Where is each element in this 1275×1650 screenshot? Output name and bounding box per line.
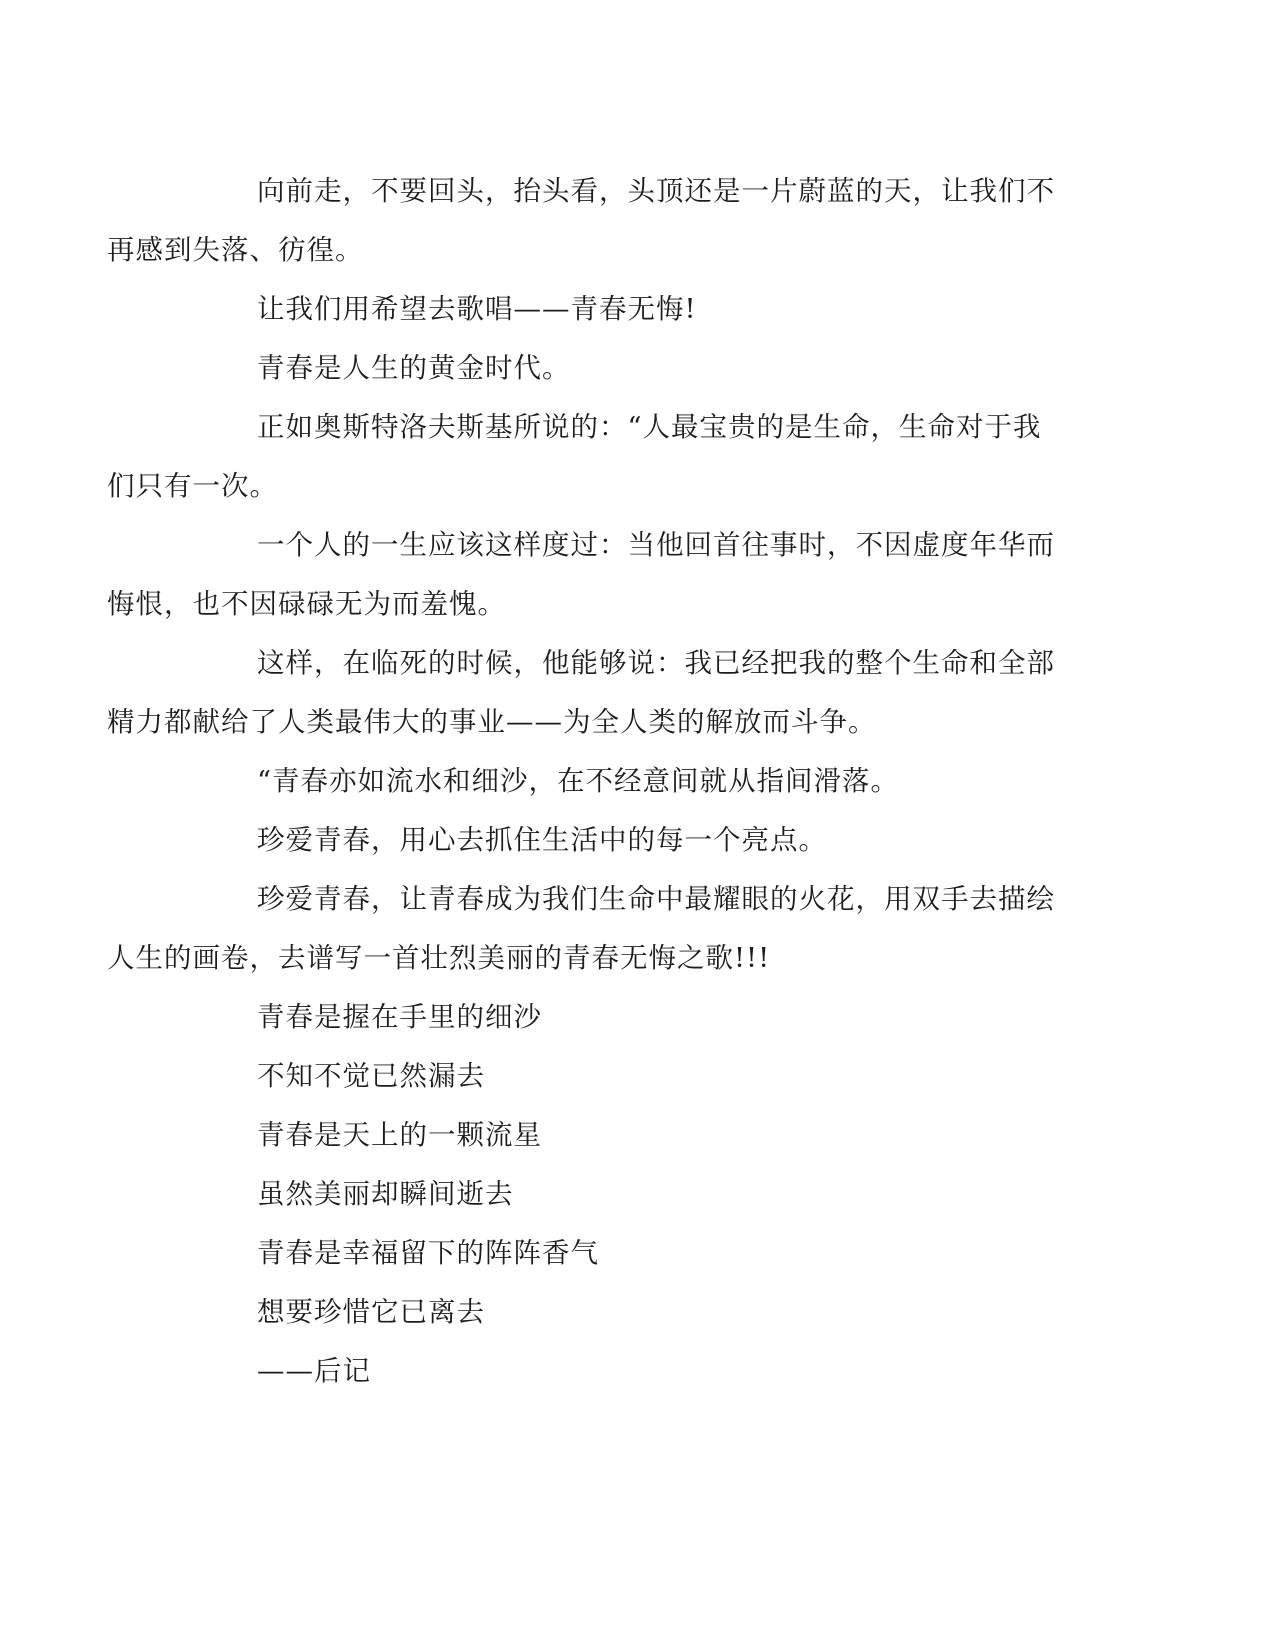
poem-line-2 bbox=[182, 1047, 1082, 1106]
paragraph-6 bbox=[107, 634, 1082, 752]
document-body bbox=[107, 162, 1082, 1401]
paragraph-5 bbox=[107, 516, 1082, 634]
paragraph-line: 精力都献给了人类最伟大的事业——为全人类的解放而斗争。 bbox=[107, 706, 877, 738]
paragraph-line: 向前走，不要回头，抬头看，头顶还是一片蔚蓝的天，让我们不 bbox=[257, 175, 1055, 207]
paragraph-9 bbox=[107, 870, 1082, 988]
paragraph-7 bbox=[182, 752, 1082, 811]
poem-line-6 bbox=[182, 1283, 1082, 1342]
paragraph-4 bbox=[107, 398, 1082, 516]
paragraph-line: 珍爱青春，让青春成为我们生命中最耀眼的火花，用双手去描绘 bbox=[257, 883, 1055, 915]
paragraph-line: 再感到失落、彷徨。 bbox=[107, 234, 364, 266]
poem-line-4 bbox=[182, 1165, 1082, 1224]
paragraph-line: 人生的画卷，去谱写一首壮烈美丽的青春无悔之歌!!! bbox=[107, 942, 771, 974]
paragraph-line: 不知不觉已然漏去 bbox=[257, 1060, 485, 1092]
paragraph-line: 虽然美丽却瞬间逝去 bbox=[257, 1178, 514, 1210]
paragraph-line: 青春是人生的黄金时代。 bbox=[257, 352, 571, 384]
paragraph-line: 们只有一次。 bbox=[107, 470, 278, 502]
paragraph-line: “青春亦如流水和细沙，在不经意间就从指间滑落。 bbox=[257, 765, 900, 797]
paragraph-line: 一个人的一生应该这样度过：当他回首往事时，不因虚度年华而 bbox=[257, 529, 1055, 561]
poem-line-1 bbox=[182, 988, 1082, 1047]
paragraph-line: 想要珍惜它已离去 bbox=[257, 1296, 485, 1328]
paragraph-line: 正如奥斯特洛夫斯基所说的：“人最宝贵的是生命，生命对于我 bbox=[257, 411, 1042, 443]
paragraph-8 bbox=[182, 811, 1082, 870]
paragraph-line: 珍爱青春，用心去抓住生活中的每一个亮点。 bbox=[257, 824, 827, 856]
paragraph-line: ——后记 bbox=[257, 1355, 371, 1387]
paragraph-line: 青春是握在手里的细沙 bbox=[257, 1001, 542, 1033]
afterword bbox=[182, 1342, 1082, 1401]
paragraph-2 bbox=[182, 280, 1082, 339]
paragraph-3 bbox=[182, 339, 1082, 398]
poem-line-5 bbox=[182, 1224, 1082, 1283]
paragraph-line: 青春是天上的一颗流星 bbox=[257, 1119, 542, 1151]
paragraph-line: 悔恨，也不因碌碌无为而羞愧。 bbox=[107, 588, 506, 620]
paragraph-line: 青春是幸福留下的阵阵香气 bbox=[257, 1237, 599, 1269]
poem-line-3 bbox=[182, 1106, 1082, 1165]
paragraph-1 bbox=[107, 162, 1082, 280]
paragraph-line: 这样，在临死的时候，他能够说：我已经把我的整个生命和全部 bbox=[257, 647, 1055, 679]
paragraph-line: 让我们用希望去歌唱——青春无悔! bbox=[257, 293, 697, 325]
